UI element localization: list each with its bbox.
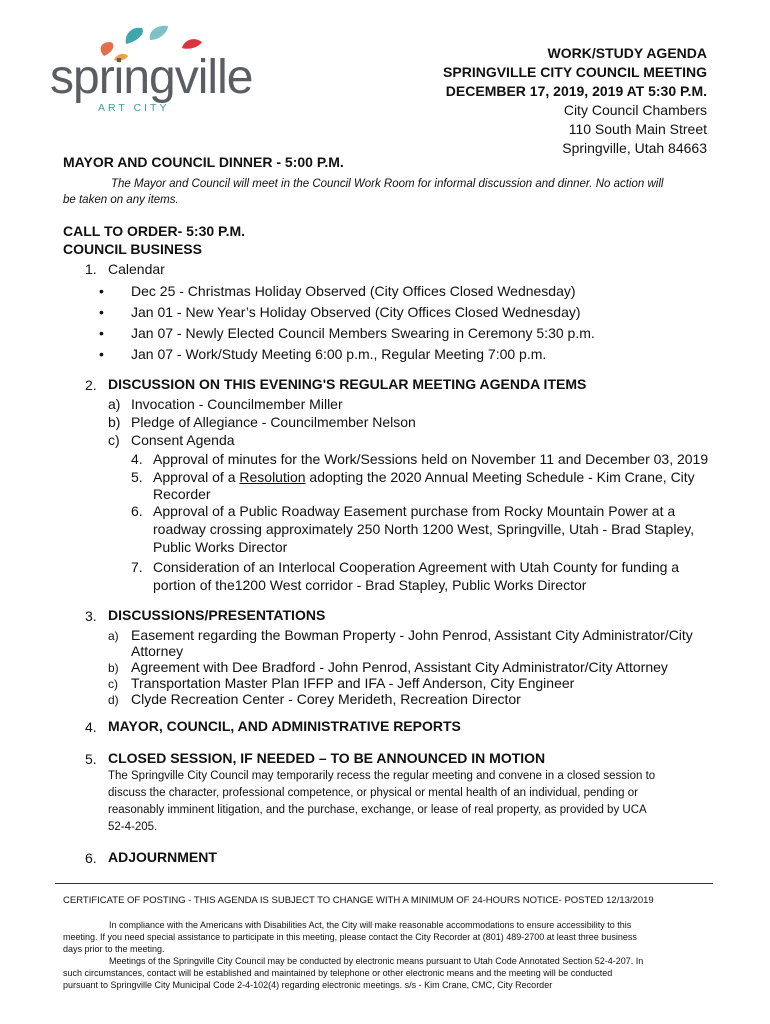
bullet: • (99, 325, 104, 341)
presentation-item-a-line-2: Attorney (131, 643, 184, 659)
certificate-of-posting: CERTIFICATE OF POSTING - THIS AGENDA IS SUBJECT TO CHANGE WITH A MINIMUM OF 24-HOURS NOTICE- POSTED 12/13/2019 (63, 895, 654, 906)
location-room: City Council Chambers (563, 102, 707, 118)
springville-logo (50, 22, 290, 112)
location-city: Springville, Utah 84663 (562, 140, 707, 156)
section-3-number: 3. (85, 608, 97, 624)
section-4-title: MAYOR, COUNCIL, AND ADMINISTRATIVE REPORTS (108, 718, 461, 734)
presentation-item-d: Clyde Recreation Center - Corey Merideth, Recreation Director (131, 691, 521, 707)
electronic-meeting-line: pursuant to Springville City Municipal Code 2-4-102(4) regarding electronic meetings. s/s - Kim Crane, CMC, City Recorder (63, 980, 553, 990)
item-letter: c) (108, 677, 118, 691)
dinner-note-line-2: be taken on any items. (63, 194, 179, 206)
bullet: • (99, 346, 104, 362)
calendar-item: Jan 07 - Work/Study Meeting 6:00 p.m., Regular Meeting 7:00 p.m. (131, 346, 547, 362)
bullet: • (99, 283, 104, 299)
consent-item-5-pre: Approval of a (153, 469, 240, 485)
section-1-number: 1. (85, 261, 97, 277)
closed-session-line: 52-4-205. (108, 821, 158, 833)
consent-item-6-line-2: roadway crossing approximately 250 North 1200 West, Springville, Utah - Brad Stapley, (153, 521, 695, 537)
ada-notice (63, 919, 713, 991)
item-number: 7. (131, 559, 143, 575)
invocation-item: Invocation - Councilmember Miller (131, 396, 343, 412)
dinner-heading: MAYOR AND COUNCIL DINNER - 5:00 P.M. (63, 154, 344, 170)
section-6-title: ADJOURNMENT (108, 849, 217, 865)
meeting-date: DECEMBER 17, 2019, 2019 AT 5:30 P.M. (445, 83, 707, 99)
item-number: 6. (131, 503, 143, 519)
pledge-item: Pledge of Allegiance - Councilmember Nelson (131, 414, 416, 430)
consent-item-6-line-1: Approval of a Public Roadway Easement purchase from Rocky Mountain Power at a (153, 503, 676, 519)
section-5-title: CLOSED SESSION, IF NEEDED – TO BE ANNOUNCED IN MOTION (108, 750, 546, 766)
electronic-meeting-line: such circumstances, contact will be established and maintained by telephone or other electronic means and the meeting will be conducted (63, 968, 613, 978)
agenda-header (443, 44, 707, 158)
bullet: • (99, 304, 104, 320)
meeting-name: SPRINGVILLE CITY COUNCIL MEETING (443, 64, 707, 80)
footer-divider (55, 883, 713, 884)
section-2-number: 2. (85, 377, 97, 393)
ada-line: days prior to the meeting. (63, 944, 165, 954)
calendar-item: Jan 01 - New Year’s Holiday Observed (City Offices Closed Wednesday) (131, 304, 581, 320)
council-business-heading: COUNCIL BUSINESS (63, 241, 202, 257)
consent-agenda-item: Consent Agenda (131, 432, 235, 448)
dinner-note-line-1: The Mayor and Council will meet in the Council Work Room for informal discussion and dinner. No action will (111, 178, 664, 190)
logo-subtitle: ART CITY (98, 102, 170, 114)
closed-session-line: discuss the character, professional competence, or physical or mental health of an individual, pending or (108, 787, 638, 799)
consent-item-7-line-1: Consideration of an Interlocal Cooperation Agreement with Utah County for funding a (153, 559, 680, 575)
section-4-number: 4. (85, 719, 97, 735)
section-5-number: 5. (85, 751, 97, 767)
ada-line: meeting. If you need special assistance to participate in this meeting, please contact the City Recorder at (801) 489-2700 at least three business (63, 932, 637, 942)
consent-item-7-line-2: portion of the1200 West corridor - Brad Stapley, Public Works Director (153, 577, 587, 593)
item-number: 4. (131, 451, 143, 467)
section-3-title: DISCUSSIONS/PRESENTATIONS (108, 607, 326, 623)
consent-item-5-line-2: Recorder (153, 486, 211, 502)
calendar-item: Dec 25 - Christmas Holiday Observed (City Offices Closed Wednesday) (131, 283, 576, 299)
closed-session-line: The Springville City Council may temporarily recess the regular meeting and convene in a closed session to (108, 770, 656, 782)
agenda-type: WORK/STUDY AGENDA (547, 45, 707, 61)
closed-session-line: reasonably imminent litigation, and the purchase, exchange, or lease of real property, as provided by UCA (108, 804, 647, 816)
closed-session-text (108, 768, 655, 836)
item-letter: b) (108, 661, 119, 675)
consent-item-6-line-3: Public Works Director (153, 539, 288, 555)
presentation-item-b: Agreement with Dee Bradford - John Penrod, Assistant City Administrator/City Attorney (131, 659, 668, 675)
location-street: 110 South Main Street (568, 121, 707, 137)
item-letter: b) (108, 414, 121, 430)
item-letter: d) (108, 693, 119, 707)
consent-item-4: Approval of minutes for the Work/Sessions held on November 11 and December 03, 2019 (153, 451, 709, 467)
calendar-item: Jan 07 - Newly Elected Council Members Swearing in Ceremony 5:30 p.m. (131, 325, 595, 341)
item-number: 5. (131, 469, 143, 485)
item-letter: a) (108, 629, 119, 643)
logo-wordmark: springville (50, 51, 253, 104)
resolution-link[interactable]: Resolution (239, 469, 306, 485)
presentation-item-a-line-1: Easement regarding the Bowman Property - John Penrod, Assistant City Administrator/City (131, 627, 693, 643)
item-letter: c) (108, 432, 120, 448)
section-6-number: 6. (85, 850, 97, 866)
consent-item-5-post: adopting the 2020 Annual Meeting Schedule - Kim Crane, City (305, 469, 695, 485)
call-to-order: CALL TO ORDER- 5:30 P.M. (63, 223, 246, 239)
electronic-meeting-line: Meetings of the Springville City Council may be conducted by electronic means pursuant to Utah Code Annotated Section 52-4-207. In (109, 956, 644, 966)
consent-item-5 (153, 468, 695, 486)
section-1-title: Calendar (108, 261, 165, 277)
ada-line: In compliance with the Americans with Disabilities Act, the City will make reasonable accommodations to ensure accessibility to this (109, 920, 632, 930)
item-letter: a) (108, 396, 121, 412)
presentation-item-c: Transportation Master Plan IFFP and IFA - Jeff Anderson, City Engineer (131, 675, 575, 691)
section-2-title: DISCUSSION ON THIS EVENING'S REGULAR MEETING AGENDA ITEMS (108, 376, 587, 392)
